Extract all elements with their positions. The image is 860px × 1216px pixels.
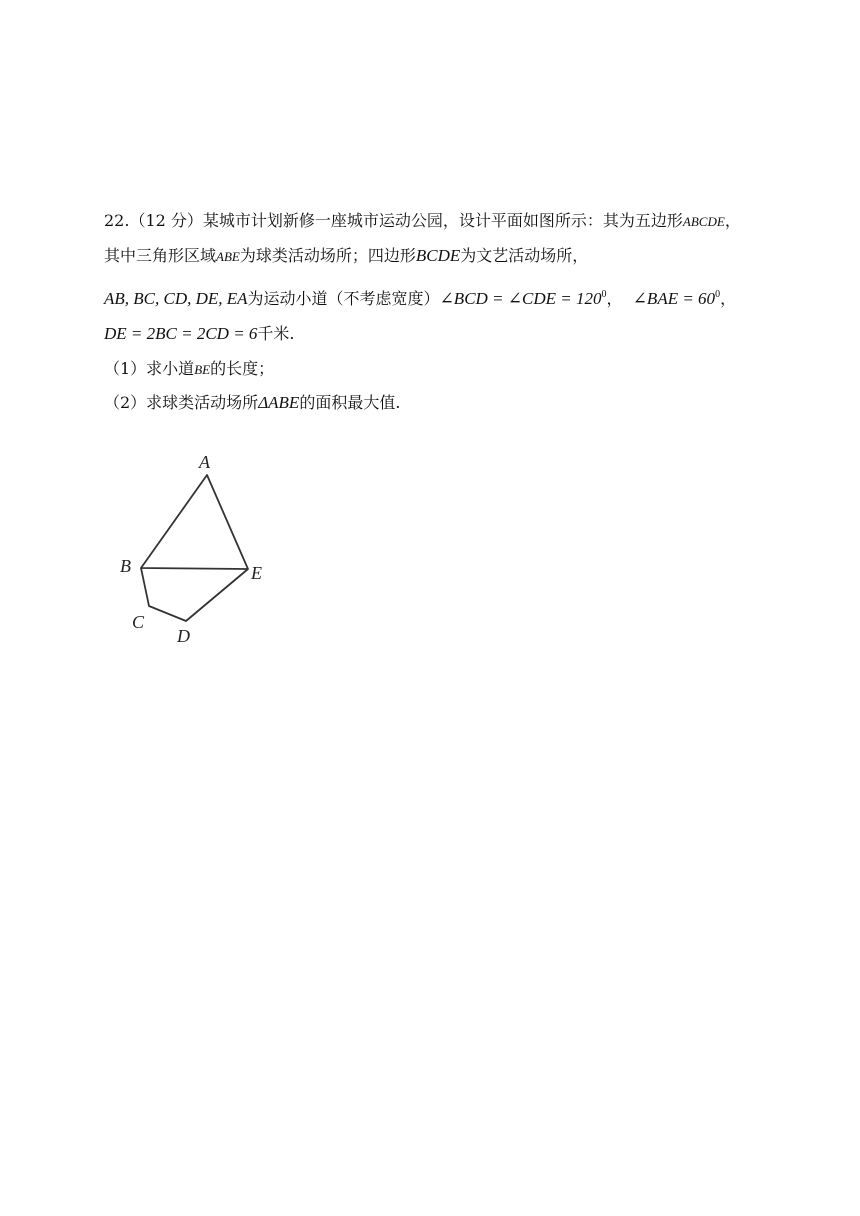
problem-line-1: 22.（12 分）某城市计划新修一座城市运动公园，设计平面如图所示：其为五边形ABCDE， xyxy=(104,211,741,230)
problem-line-3: AB, BC, CD, DE, EA为运动小道（不考虑宽度）∠BCD = ∠CDE = $120^0$， ∠BAE = $60^0$， xyxy=(104,289,737,308)
question-1: （1）求小道BE的长度； xyxy=(104,359,275,378)
angle-condition-2: ∠BAE = $60^0$ xyxy=(632,289,721,308)
question-2: （2）求球类活动场所ΔABE的面积最大值. xyxy=(104,393,401,412)
angle-condition-1: ∠BCD = ∠CDE = $120^0$ xyxy=(439,289,607,308)
pentagon-name: ABCDE xyxy=(682,214,725,229)
label-c: C xyxy=(132,612,145,632)
problem-line-2: 其中三角形区域ABE为球类活动场所；四边形BCDE为文艺活动场所， xyxy=(104,246,589,265)
pentagon-figure xyxy=(110,448,290,658)
problem-number: 22.（12 分） xyxy=(104,211,203,230)
quadrilateral-bcde xyxy=(141,568,248,621)
label-a: A xyxy=(199,452,210,472)
label-b: B xyxy=(120,556,131,576)
triangle-abe xyxy=(141,475,248,569)
problem-line-4: DE = 2BC = 2CD = 6千米. xyxy=(104,324,295,343)
label-e: E xyxy=(251,563,262,583)
label-d: D xyxy=(177,626,190,646)
